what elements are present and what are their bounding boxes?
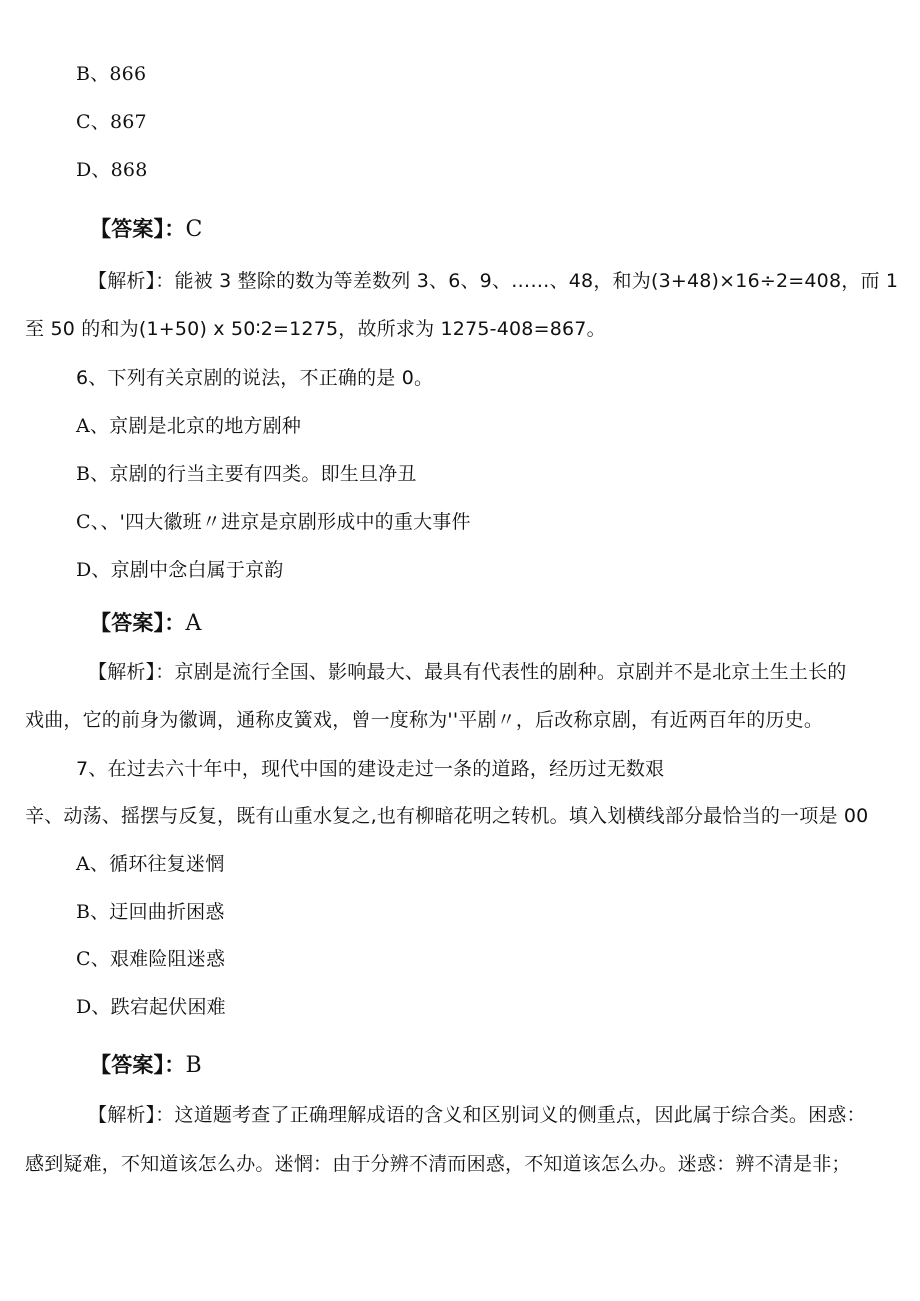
analysis-line: 【解析】：京剧是流行全国、影响最大、最具有代表性的剧种。京剧并不是北京土生土长的 — [88, 661, 847, 683]
option-letter: D、 — [76, 996, 111, 1018]
question-text: 6、下列有关京剧的说法，不正确的是 0。 — [76, 367, 434, 389]
question-text: 7、在过去六十年中，现代中国的建设走过一条的道路，经历过无数艰 — [76, 758, 665, 780]
option-a — [76, 851, 224, 877]
option-text: 循环往复迷惘 — [109, 853, 225, 875]
option-b — [76, 461, 417, 487]
answer-line — [90, 1052, 202, 1079]
option-d — [76, 994, 226, 1020]
option-d — [76, 557, 283, 583]
question-text: 辛、动荡、摇摆与反复，既有山重水复之,也有柳暗花明之转机。填入划横线部分最恰当的一项是 00 — [25, 805, 869, 827]
option-d — [76, 157, 148, 183]
analysis-line: 至 50 的和为(1+50) x 50∶2=1275，故所求为 1275-408=867。 — [25, 318, 606, 340]
option-c — [76, 509, 471, 535]
option-text: 、'四大徽班〃进京是京剧形成中的重大事件 — [100, 511, 471, 533]
option-text: 京剧是北京的地方剧种 — [109, 415, 302, 437]
option-letter: D、 — [76, 559, 111, 581]
option-letter: B、 — [76, 901, 110, 923]
option-text: 868 — [110, 159, 148, 181]
option-text: 866 — [109, 63, 147, 85]
answer-value: B — [185, 1053, 202, 1078]
answer-value: A — [185, 611, 202, 636]
answer-label: 【答案】： — [90, 611, 186, 635]
option-text: 京剧的行当主要有四类。即生旦净丑 — [109, 463, 417, 485]
option-a — [76, 413, 301, 439]
option-letter: C、 — [76, 111, 110, 133]
answer-line — [90, 610, 202, 637]
option-text: 艰难险阻迷惑 — [109, 948, 226, 970]
option-text: 迂回曲折困惑 — [109, 901, 225, 923]
analysis-line: 感到疑难，不知道该怎么办。迷惘：由于分辨不清而困惑，不知道该怎么办。迷惑：辨不清是非； — [25, 1153, 851, 1175]
option-letter: C、 — [76, 948, 110, 970]
option-c — [76, 946, 225, 972]
option-letter: B、 — [76, 63, 110, 85]
answer-label: 【答案】： — [90, 217, 186, 241]
analysis-line: 【解析】：能被 3 整除的数为等差数列 3、6、9、……、48，和为(3+48)×16÷2=408，而 1 — [88, 270, 899, 292]
option-letter: A、 — [76, 415, 110, 437]
option-letter: B、 — [76, 463, 110, 485]
option-letter: A、 — [76, 853, 110, 875]
answer-line — [90, 216, 203, 243]
option-text: 京剧中念白属于京韵 — [110, 559, 284, 581]
option-text: 跌宕起伏困难 — [110, 996, 226, 1018]
option-letter: D、 — [76, 159, 111, 181]
answer-label: 【答案】： — [90, 1053, 186, 1077]
answer-value: C — [185, 217, 203, 242]
option-letter: C、 — [76, 511, 101, 533]
option-b — [76, 61, 146, 87]
option-b — [76, 899, 225, 925]
option-text: 867 — [109, 111, 147, 133]
analysis-line: 戏曲，它的前身为徽调，通称皮簧戏，曾一度称为''平剧〃，后改称京剧，有近两百年的历史。 — [25, 709, 824, 731]
analysis-line: 【解析】：这道题考查了正确理解成语的含义和区别词义的侧重点，因此属于综合类。困惑： — [88, 1104, 866, 1126]
option-c — [76, 109, 147, 135]
